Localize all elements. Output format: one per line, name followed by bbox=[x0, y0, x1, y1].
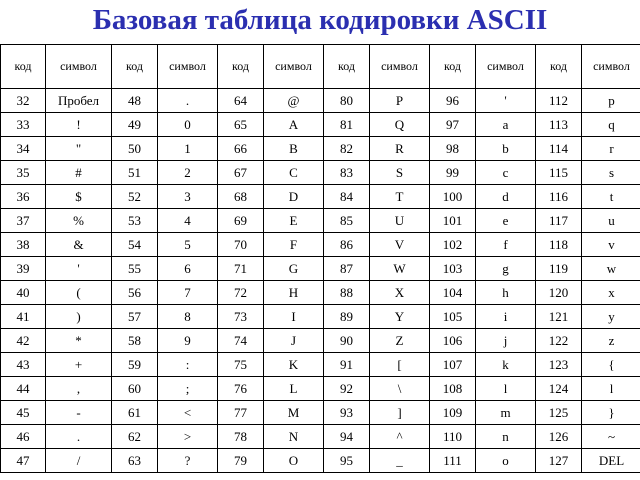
symbol-cell: DEL bbox=[582, 449, 640, 473]
symbol-cell: N bbox=[264, 425, 324, 449]
code-cell: 108 bbox=[430, 377, 476, 401]
symbol-cell: < bbox=[158, 401, 218, 425]
code-cell: 58 bbox=[112, 329, 158, 353]
code-cell: 103 bbox=[430, 257, 476, 281]
code-cell: 106 bbox=[430, 329, 476, 353]
code-cell: 117 bbox=[536, 209, 582, 233]
code-cell: 92 bbox=[324, 377, 370, 401]
code-cell: 33 bbox=[1, 113, 46, 137]
symbol-cell: P bbox=[370, 89, 430, 113]
symbol-cell: B bbox=[264, 137, 324, 161]
header-code-5: код bbox=[430, 45, 476, 89]
symbol-cell: F bbox=[264, 233, 324, 257]
symbol-cell: 6 bbox=[158, 257, 218, 281]
code-cell: 63 bbox=[112, 449, 158, 473]
symbol-cell: * bbox=[46, 329, 112, 353]
symbol-cell: $ bbox=[46, 185, 112, 209]
symbol-cell: L bbox=[264, 377, 324, 401]
symbol-cell: J bbox=[264, 329, 324, 353]
code-cell: 104 bbox=[430, 281, 476, 305]
code-cell: 98 bbox=[430, 137, 476, 161]
symbol-cell: & bbox=[46, 233, 112, 257]
code-cell: 45 bbox=[1, 401, 46, 425]
symbol-cell: Q bbox=[370, 113, 430, 137]
table-row bbox=[1, 161, 640, 185]
symbol-cell: 7 bbox=[158, 281, 218, 305]
symbol-cell: ? bbox=[158, 449, 218, 473]
symbol-cell: ] bbox=[370, 401, 430, 425]
code-cell: 93 bbox=[324, 401, 370, 425]
code-cell: 120 bbox=[536, 281, 582, 305]
code-cell: 79 bbox=[218, 449, 264, 473]
header-code-2: код bbox=[112, 45, 158, 89]
symbol-cell: k bbox=[476, 353, 536, 377]
code-cell: 87 bbox=[324, 257, 370, 281]
code-cell: 41 bbox=[1, 305, 46, 329]
code-cell: 53 bbox=[112, 209, 158, 233]
code-cell: 123 bbox=[536, 353, 582, 377]
code-cell: 124 bbox=[536, 377, 582, 401]
symbol-cell: @ bbox=[264, 89, 324, 113]
code-cell: 56 bbox=[112, 281, 158, 305]
code-cell: 94 bbox=[324, 425, 370, 449]
symbol-cell: ! bbox=[46, 113, 112, 137]
symbol-cell: ~ bbox=[582, 425, 640, 449]
symbol-cell: ^ bbox=[370, 425, 430, 449]
symbol-cell: ; bbox=[158, 377, 218, 401]
symbol-cell: m bbox=[476, 401, 536, 425]
code-cell: 121 bbox=[536, 305, 582, 329]
symbol-cell: s bbox=[582, 161, 640, 185]
code-cell: 116 bbox=[536, 185, 582, 209]
symbol-cell: x bbox=[582, 281, 640, 305]
code-cell: 84 bbox=[324, 185, 370, 209]
table-row bbox=[1, 353, 640, 377]
code-cell: 61 bbox=[112, 401, 158, 425]
table-body bbox=[1, 89, 640, 473]
code-cell: 85 bbox=[324, 209, 370, 233]
code-cell: 52 bbox=[112, 185, 158, 209]
symbol-cell: _ bbox=[370, 449, 430, 473]
symbol-cell: q bbox=[582, 113, 640, 137]
symbol-cell: ) bbox=[46, 305, 112, 329]
symbol-cell: 8 bbox=[158, 305, 218, 329]
symbol-cell: # bbox=[46, 161, 112, 185]
code-cell: 96 bbox=[430, 89, 476, 113]
code-cell: 64 bbox=[218, 89, 264, 113]
header-code-6: код bbox=[536, 45, 582, 89]
code-cell: 47 bbox=[1, 449, 46, 473]
symbol-cell: c bbox=[476, 161, 536, 185]
table-row bbox=[1, 89, 640, 113]
code-cell: 111 bbox=[430, 449, 476, 473]
code-cell: 86 bbox=[324, 233, 370, 257]
code-cell: 42 bbox=[1, 329, 46, 353]
code-cell: 75 bbox=[218, 353, 264, 377]
code-cell: 62 bbox=[112, 425, 158, 449]
symbol-cell: + bbox=[46, 353, 112, 377]
symbol-cell: 5 bbox=[158, 233, 218, 257]
symbol-cell: - bbox=[46, 401, 112, 425]
table-row bbox=[1, 401, 640, 425]
code-cell: 88 bbox=[324, 281, 370, 305]
header-code-1: код bbox=[1, 45, 46, 89]
code-cell: 71 bbox=[218, 257, 264, 281]
symbol-cell: " bbox=[46, 137, 112, 161]
code-cell: 112 bbox=[536, 89, 582, 113]
code-cell: 54 bbox=[112, 233, 158, 257]
symbol-cell: . bbox=[46, 425, 112, 449]
code-cell: 83 bbox=[324, 161, 370, 185]
ascii-table bbox=[0, 44, 640, 473]
code-cell: 72 bbox=[218, 281, 264, 305]
symbol-cell: E bbox=[264, 209, 324, 233]
symbol-cell: M bbox=[264, 401, 324, 425]
code-cell: 65 bbox=[218, 113, 264, 137]
symbol-cell: u bbox=[582, 209, 640, 233]
table-row bbox=[1, 209, 640, 233]
symbol-cell: t bbox=[582, 185, 640, 209]
symbol-cell: U bbox=[370, 209, 430, 233]
code-cell: 67 bbox=[218, 161, 264, 185]
code-cell: 36 bbox=[1, 185, 46, 209]
symbol-cell: : bbox=[158, 353, 218, 377]
symbol-cell: , bbox=[46, 377, 112, 401]
code-cell: 126 bbox=[536, 425, 582, 449]
table-row bbox=[1, 185, 640, 209]
symbol-cell: n bbox=[476, 425, 536, 449]
code-cell: 95 bbox=[324, 449, 370, 473]
symbol-cell: D bbox=[264, 185, 324, 209]
code-cell: 43 bbox=[1, 353, 46, 377]
symbol-cell: 1 bbox=[158, 137, 218, 161]
page-title: Базовая таблица кодировки ASCII bbox=[92, 4, 548, 36]
symbol-cell: } bbox=[582, 401, 640, 425]
symbol-cell: I bbox=[264, 305, 324, 329]
code-cell: 125 bbox=[536, 401, 582, 425]
code-cell: 55 bbox=[112, 257, 158, 281]
header-code-4: код bbox=[324, 45, 370, 89]
header-symbol-1: символ bbox=[46, 45, 112, 89]
code-cell: 113 bbox=[536, 113, 582, 137]
code-cell: 114 bbox=[536, 137, 582, 161]
code-cell: 57 bbox=[112, 305, 158, 329]
code-cell: 35 bbox=[1, 161, 46, 185]
symbol-cell: l bbox=[476, 377, 536, 401]
symbol-cell: r bbox=[582, 137, 640, 161]
symbol-cell: Z bbox=[370, 329, 430, 353]
code-cell: 44 bbox=[1, 377, 46, 401]
symbol-cell: Y bbox=[370, 305, 430, 329]
code-cell: 99 bbox=[430, 161, 476, 185]
symbol-cell: 4 bbox=[158, 209, 218, 233]
code-cell: 74 bbox=[218, 329, 264, 353]
header-symbol-5: символ bbox=[476, 45, 536, 89]
symbol-cell: e bbox=[476, 209, 536, 233]
table-row bbox=[1, 449, 640, 473]
code-cell: 70 bbox=[218, 233, 264, 257]
symbol-cell: % bbox=[46, 209, 112, 233]
symbol-cell: g bbox=[476, 257, 536, 281]
table-row bbox=[1, 257, 640, 281]
symbol-cell: f bbox=[476, 233, 536, 257]
symbol-cell: b bbox=[476, 137, 536, 161]
table-row bbox=[1, 377, 640, 401]
symbol-cell: ' bbox=[476, 89, 536, 113]
symbol-cell: . bbox=[158, 89, 218, 113]
symbol-cell: X bbox=[370, 281, 430, 305]
symbol-cell: 3 bbox=[158, 185, 218, 209]
symbol-cell: 2 bbox=[158, 161, 218, 185]
symbol-cell: R bbox=[370, 137, 430, 161]
code-cell: 40 bbox=[1, 281, 46, 305]
table-row bbox=[1, 425, 640, 449]
symbol-cell: C bbox=[264, 161, 324, 185]
symbol-cell: K bbox=[264, 353, 324, 377]
table-row bbox=[1, 137, 640, 161]
code-cell: 97 bbox=[430, 113, 476, 137]
code-cell: 46 bbox=[1, 425, 46, 449]
code-cell: 122 bbox=[536, 329, 582, 353]
code-cell: 37 bbox=[1, 209, 46, 233]
code-cell: 102 bbox=[430, 233, 476, 257]
symbol-cell: [ bbox=[370, 353, 430, 377]
table-row bbox=[1, 281, 640, 305]
table-row bbox=[1, 113, 640, 137]
symbol-cell: W bbox=[370, 257, 430, 281]
symbol-cell: o bbox=[476, 449, 536, 473]
symbol-cell: V bbox=[370, 233, 430, 257]
code-cell: 82 bbox=[324, 137, 370, 161]
code-cell: 105 bbox=[430, 305, 476, 329]
symbol-cell: 0 bbox=[158, 113, 218, 137]
code-cell: 110 bbox=[430, 425, 476, 449]
symbol-cell: O bbox=[264, 449, 324, 473]
symbol-cell: { bbox=[582, 353, 640, 377]
symbol-cell: / bbox=[46, 449, 112, 473]
code-cell: 48 bbox=[112, 89, 158, 113]
code-cell: 32 bbox=[1, 89, 46, 113]
code-cell: 91 bbox=[324, 353, 370, 377]
symbol-cell: G bbox=[264, 257, 324, 281]
code-cell: 118 bbox=[536, 233, 582, 257]
code-cell: 107 bbox=[430, 353, 476, 377]
table-row bbox=[1, 329, 640, 353]
code-cell: 50 bbox=[112, 137, 158, 161]
code-cell: 89 bbox=[324, 305, 370, 329]
code-cell: 81 bbox=[324, 113, 370, 137]
symbol-cell: y bbox=[582, 305, 640, 329]
header-symbol-4: символ bbox=[370, 45, 430, 89]
symbol-cell: ( bbox=[46, 281, 112, 305]
symbol-cell: A bbox=[264, 113, 324, 137]
code-cell: 77 bbox=[218, 401, 264, 425]
symbol-cell: 9 bbox=[158, 329, 218, 353]
code-cell: 38 bbox=[1, 233, 46, 257]
symbol-cell: \ bbox=[370, 377, 430, 401]
code-cell: 60 bbox=[112, 377, 158, 401]
header-symbol-6: символ bbox=[582, 45, 640, 89]
symbol-cell: j bbox=[476, 329, 536, 353]
code-cell: 115 bbox=[536, 161, 582, 185]
code-cell: 78 bbox=[218, 425, 264, 449]
header-symbol-3: символ bbox=[264, 45, 324, 89]
symbol-cell: H bbox=[264, 281, 324, 305]
symbol-cell: i bbox=[476, 305, 536, 329]
symbol-cell: w bbox=[582, 257, 640, 281]
code-cell: 49 bbox=[112, 113, 158, 137]
code-cell: 59 bbox=[112, 353, 158, 377]
code-cell: 39 bbox=[1, 257, 46, 281]
code-cell: 73 bbox=[218, 305, 264, 329]
code-cell: 127 bbox=[536, 449, 582, 473]
code-cell: 69 bbox=[218, 209, 264, 233]
code-cell: 119 bbox=[536, 257, 582, 281]
code-cell: 80 bbox=[324, 89, 370, 113]
symbol-cell: S bbox=[370, 161, 430, 185]
code-cell: 68 bbox=[218, 185, 264, 209]
code-cell: 66 bbox=[218, 137, 264, 161]
code-cell: 90 bbox=[324, 329, 370, 353]
symbol-cell: a bbox=[476, 113, 536, 137]
symbol-cell: v bbox=[582, 233, 640, 257]
table-row bbox=[1, 233, 640, 257]
code-cell: 100 bbox=[430, 185, 476, 209]
symbol-cell: > bbox=[158, 425, 218, 449]
table-header-row bbox=[1, 45, 640, 89]
code-cell: 76 bbox=[218, 377, 264, 401]
header-symbol-2: символ bbox=[158, 45, 218, 89]
code-cell: 109 bbox=[430, 401, 476, 425]
table-row bbox=[1, 305, 640, 329]
symbol-cell: Пробел bbox=[46, 89, 112, 113]
symbol-cell: ' bbox=[46, 257, 112, 281]
symbol-cell: h bbox=[476, 281, 536, 305]
symbol-cell: p bbox=[582, 89, 640, 113]
code-cell: 51 bbox=[112, 161, 158, 185]
header-code-3: код bbox=[218, 45, 264, 89]
symbol-cell: z bbox=[582, 329, 640, 353]
code-cell: 34 bbox=[1, 137, 46, 161]
symbol-cell: T bbox=[370, 185, 430, 209]
code-cell: 101 bbox=[430, 209, 476, 233]
symbol-cell: d bbox=[476, 185, 536, 209]
symbol-cell: l bbox=[582, 377, 640, 401]
